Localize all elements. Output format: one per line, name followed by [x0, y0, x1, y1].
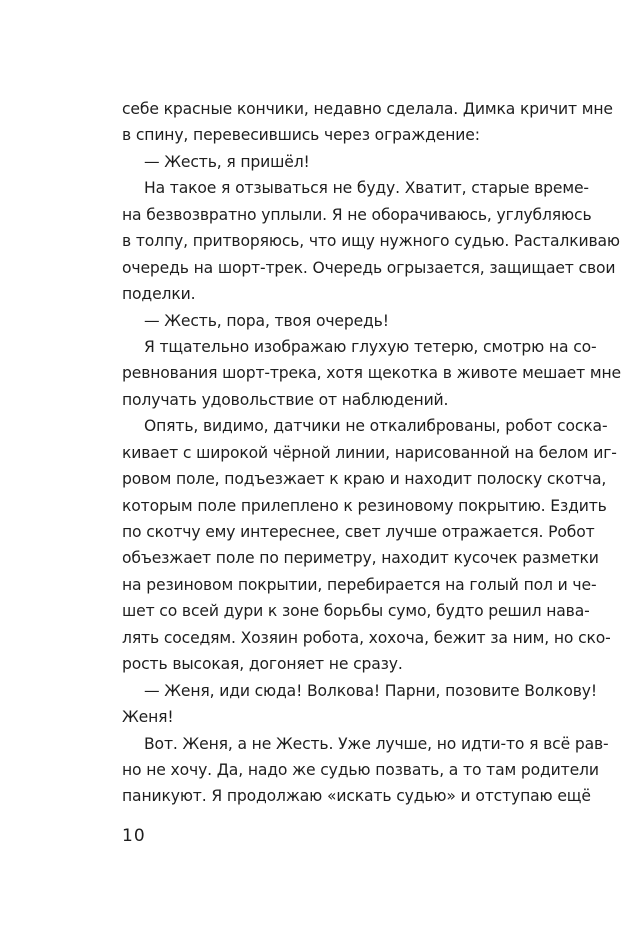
body-text [122, 96, 621, 810]
text-line: кивает с широкой чёрной линии, нарисованной на белом иг- [122, 443, 617, 462]
text-line: Я тщательно изображаю глухую тетерю, смотрю на со- [144, 337, 597, 356]
text-line: Женя! [122, 708, 174, 727]
text-line: Опять, видимо, датчики не откалиброваны, робот соска- [144, 417, 608, 436]
text-line: в спину, перевесившись через ограждение: [122, 126, 480, 145]
text-line: по скотчу ему интереснее, свет лучше отражается. Робот [122, 523, 595, 541]
text-line: получать удовольствие от наблюдений. [122, 390, 449, 409]
text-line: в толпу, притворяюсь, что ищу нужного судью. Расталкиваю [122, 232, 620, 251]
text-line: На такое я отзываться не буду. Хватит, старые време- [144, 179, 589, 198]
text-line: поделки. [122, 285, 196, 304]
text-line: себе красные кончики, недавно сделала. Димка кричит мне [122, 100, 613, 118]
text-line: — Жесть, я пришёл! [144, 152, 310, 171]
text-line: Вот. Женя, а не Жесть. Уже лучше, но идти-то я всё рав- [144, 734, 609, 753]
text-line: ровом поле, подъезжает к краю и находит полоску скотча, [122, 470, 607, 489]
text-line: ревнования шорт-трека, хотя щекотка в животе мешает мне [122, 364, 621, 383]
text-line: очередь на шорт-трек. Очередь огрызается, защищает свои [122, 258, 616, 277]
text-line: на резиновом покрытии, перебирается на голый пол и че- [122, 575, 597, 594]
text-line: на безвозвратно уплыли. Я не оборачиваюсь, углубляюсь [122, 205, 592, 224]
page-number: 10 [122, 826, 146, 846]
text-line: — Жесть, пора, твоя очередь! [144, 311, 389, 330]
text-line: паникуют. Я продолжаю «искать судью» и отступаю ещё [122, 787, 591, 806]
text-line: лять соседям. Хозяин робота, хохоча, бежит за ним, но ско- [122, 628, 611, 647]
text-line: рость высокая, догоняет не сразу. [122, 655, 403, 674]
text-line: но не хочу. Да, надо же судью позвать, а то там родители [122, 760, 599, 779]
text-line: объезжает поле по периметру, находит кусочек разметки [122, 549, 599, 568]
text-line: — Женя, иди сюда! Волкова! Парни, позовите Волкову! [144, 681, 597, 700]
text-line: шет со всей дури к зоне борьбы сумо, будто решил нава- [122, 602, 590, 621]
text-line: которым поле прилеплено к резиновому покрытию. Ездить [122, 496, 607, 515]
